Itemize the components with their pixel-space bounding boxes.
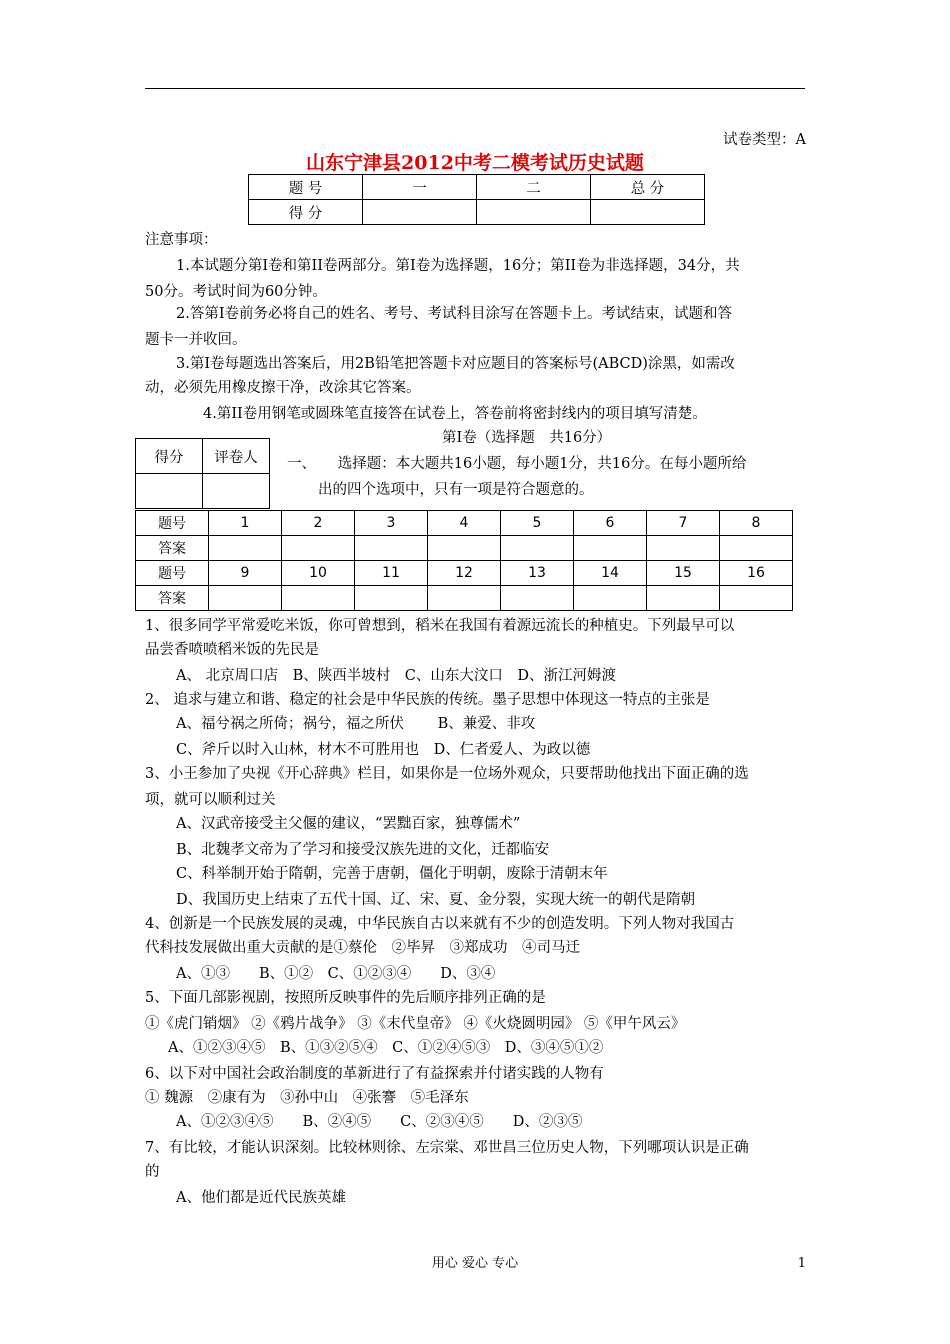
- answer-cell: [209, 536, 282, 561]
- notes-heading: 注意事项：: [145, 232, 218, 248]
- section-instruction-2: 出的四个选项中，只有一项是符合题意的。: [318, 482, 594, 498]
- q-number: 5: [501, 511, 574, 536]
- answer-a-label: 答案: [136, 586, 209, 611]
- grader-name-cell: [203, 474, 270, 509]
- paper-type: 试卷类型：A: [723, 132, 806, 148]
- note-1b: 50分。考试时间为60分钟。: [145, 284, 327, 300]
- note-4: 4.第II卷用钢笔或圆珠笔直接答在试卷上，答卷前将密封线内的项目填写清楚。: [203, 406, 707, 422]
- answer-cell: [282, 536, 355, 561]
- note-3a: 3.第I卷每题选出答案后，用2B铅笔把答题卡对应题目的答案标号(ABCD)涂黑，如需改: [176, 356, 735, 372]
- question-4-text: 4、创新是一个民族发展的灵魂，中华民族自古以来就有不少的创造发明。下列人物对我国古: [145, 916, 735, 932]
- answer-cell: [720, 586, 793, 611]
- question-5-text: 5、下面几部影视剧，按照所反映事件的先后顺序排列正确的是: [145, 990, 546, 1006]
- answer-cell: [282, 586, 355, 611]
- question-5-options: A、①②③④⑤ B、①③②⑤④ C、①②④⑤③ D、③④⑤①②: [168, 1040, 604, 1056]
- q-number: 14: [574, 561, 647, 586]
- score-cell: [477, 200, 591, 225]
- question-1-text: 品尝香喷喷稻米饭的先民是: [145, 642, 319, 658]
- question-6-items: ① 魏源 ②康有为 ③孙中山 ④张謇 ⑤毛泽东: [145, 1090, 469, 1106]
- question-3-text: 3、小王参加了央视《开心辞典》栏目，如果你是一位场外观众，只要帮助他找出下面正确的选: [145, 766, 749, 782]
- question-3-text: 项，就可以顺利过关: [145, 792, 276, 808]
- grader-name-label: 评卷人: [203, 439, 270, 474]
- question-3-option-c: C、科举制开始于隋朝，完善于唐朝，僵化于明朝，废除于清朝末年: [176, 866, 608, 882]
- section-instruction-1: 一、 选择题：本大题共16小题，每小题1分，共16分。在每小题所给: [287, 456, 747, 472]
- grader-score-cell: [136, 474, 203, 509]
- question-3-option-d: D、我国历史上结束了五代十国、辽、宋、夏、金分裂，实现大统一的朝代是隋朝: [176, 892, 696, 908]
- answer-cell: [501, 586, 574, 611]
- q-number: 15: [647, 561, 720, 586]
- question-1-options: A、 北京周口店 B、陕西半坡村 C、山东大汶口 D、浙江河姆渡: [176, 668, 616, 684]
- answer-table: [135, 510, 793, 611]
- q-number: 7: [647, 511, 720, 536]
- page-number: 1: [797, 1256, 806, 1271]
- question-4-options: A、①③ B、①② C、①②③④ D、③④: [176, 966, 496, 982]
- score-header-total: 总 分: [591, 175, 705, 200]
- answer-q-label: 题号: [136, 561, 209, 586]
- answer-cell: [720, 536, 793, 561]
- answer-q-label: 题号: [136, 511, 209, 536]
- q-number: 16: [720, 561, 793, 586]
- q-number: 2: [282, 511, 355, 536]
- note-2b: 题卡一并收回。: [145, 332, 247, 348]
- q-number: 8: [720, 511, 793, 536]
- answer-cell: [574, 536, 647, 561]
- q-number: 11: [355, 561, 428, 586]
- q-number: 9: [209, 561, 282, 586]
- section-heading: 第Ⅰ卷（选择题 共16分）: [442, 430, 612, 446]
- note-3b: 动，必须先用橡皮擦干净，改涂其它答案。: [145, 380, 421, 396]
- note-1a: 1.本试题分第I卷和第II卷两部分。第I卷为选择题，16分；第II卷为非选择题，34分，共: [176, 258, 740, 274]
- q-number: 13: [501, 561, 574, 586]
- score-header-number: 题 号: [249, 175, 363, 200]
- question-4-text: 代科技发展做出重大贡献的是①蔡伦 ②毕昇 ③郑成功 ④司马迁: [145, 940, 580, 956]
- score-header-two: 二: [477, 175, 591, 200]
- answer-cell: [355, 536, 428, 561]
- question-6-text: 6、以下对中国社会政治制度的革新进行了有益探索并付诸实践的人物有: [145, 1066, 604, 1082]
- question-7-text: 7、有比较，才能认识深刻。比较林则徐、左宗棠、邓世昌三位历史人物，下列哪项认识是正确: [145, 1140, 749, 1156]
- question-1-text: 1、很多同学平常爱吃米饭，你可曾想到，稻米在我国有着源远流长的种植史。下列最早可以: [145, 618, 735, 634]
- question-2-text: 2、 追求与建立和谐、稳定的社会是中华民族的传统。墨子思想中体现这一特点的主张是: [145, 692, 710, 708]
- answer-cell: [647, 586, 720, 611]
- question-3-option-a: A、汉武帝接受主父偃的建议，“罢黜百家，独尊儒术”: [176, 816, 521, 832]
- question-2-options: C、斧斤以时入山林，材木不可胜用也 D、仁者爱人、为政以德: [176, 742, 591, 758]
- q-number: 6: [574, 511, 647, 536]
- answer-cell: [428, 536, 501, 561]
- top-rule: [145, 88, 805, 89]
- question-2-options: A、福兮祸之所倚；祸兮，福之所伏 B、兼爱、非攻: [176, 716, 536, 732]
- score-header-one: 一: [363, 175, 477, 200]
- answer-cell: [355, 586, 428, 611]
- answer-a-label: 答案: [136, 536, 209, 561]
- q-number: 3: [355, 511, 428, 536]
- grader-score-label: 得分: [136, 439, 203, 474]
- score-table: [248, 174, 705, 225]
- question-7-option-a: A、他们都是近代民族英雄: [176, 1190, 346, 1206]
- answer-cell: [574, 586, 647, 611]
- question-6-options: A、①②③④⑤ B、②④⑤ C、②③④⑤ D、②③⑤: [176, 1114, 583, 1130]
- q-number: 10: [282, 561, 355, 586]
- score-cell: [363, 200, 477, 225]
- q-number: 1: [209, 511, 282, 536]
- question-5-items: ①《虎门销烟》 ②《鸦片战争》 ③《末代皇帝》 ④《火烧圆明园》 ⑤《甲午风云》: [145, 1016, 686, 1032]
- q-number: 12: [428, 561, 501, 586]
- note-2a: 2.答第I卷前务必将自己的姓名、考号、考试科目涂写在答题卡上。考试结束，试题和答: [176, 306, 733, 322]
- answer-cell: [209, 586, 282, 611]
- q-number: 4: [428, 511, 501, 536]
- score-row-label: 得 分: [249, 200, 363, 225]
- grader-table: [135, 438, 270, 509]
- answer-cell: [501, 536, 574, 561]
- answer-cell: [428, 586, 501, 611]
- question-7-text: 的: [145, 1164, 160, 1180]
- question-3-option-b: B、北魏孝文帝为了学习和接受汉族先进的文化，迁都临安: [176, 842, 550, 858]
- page-title: 山东宁津县2012中考二模考试历史试题: [306, 152, 644, 174]
- score-cell: [591, 200, 705, 225]
- answer-cell: [647, 536, 720, 561]
- footer-motto: 用心 爱心 专心: [431, 1256, 519, 1271]
